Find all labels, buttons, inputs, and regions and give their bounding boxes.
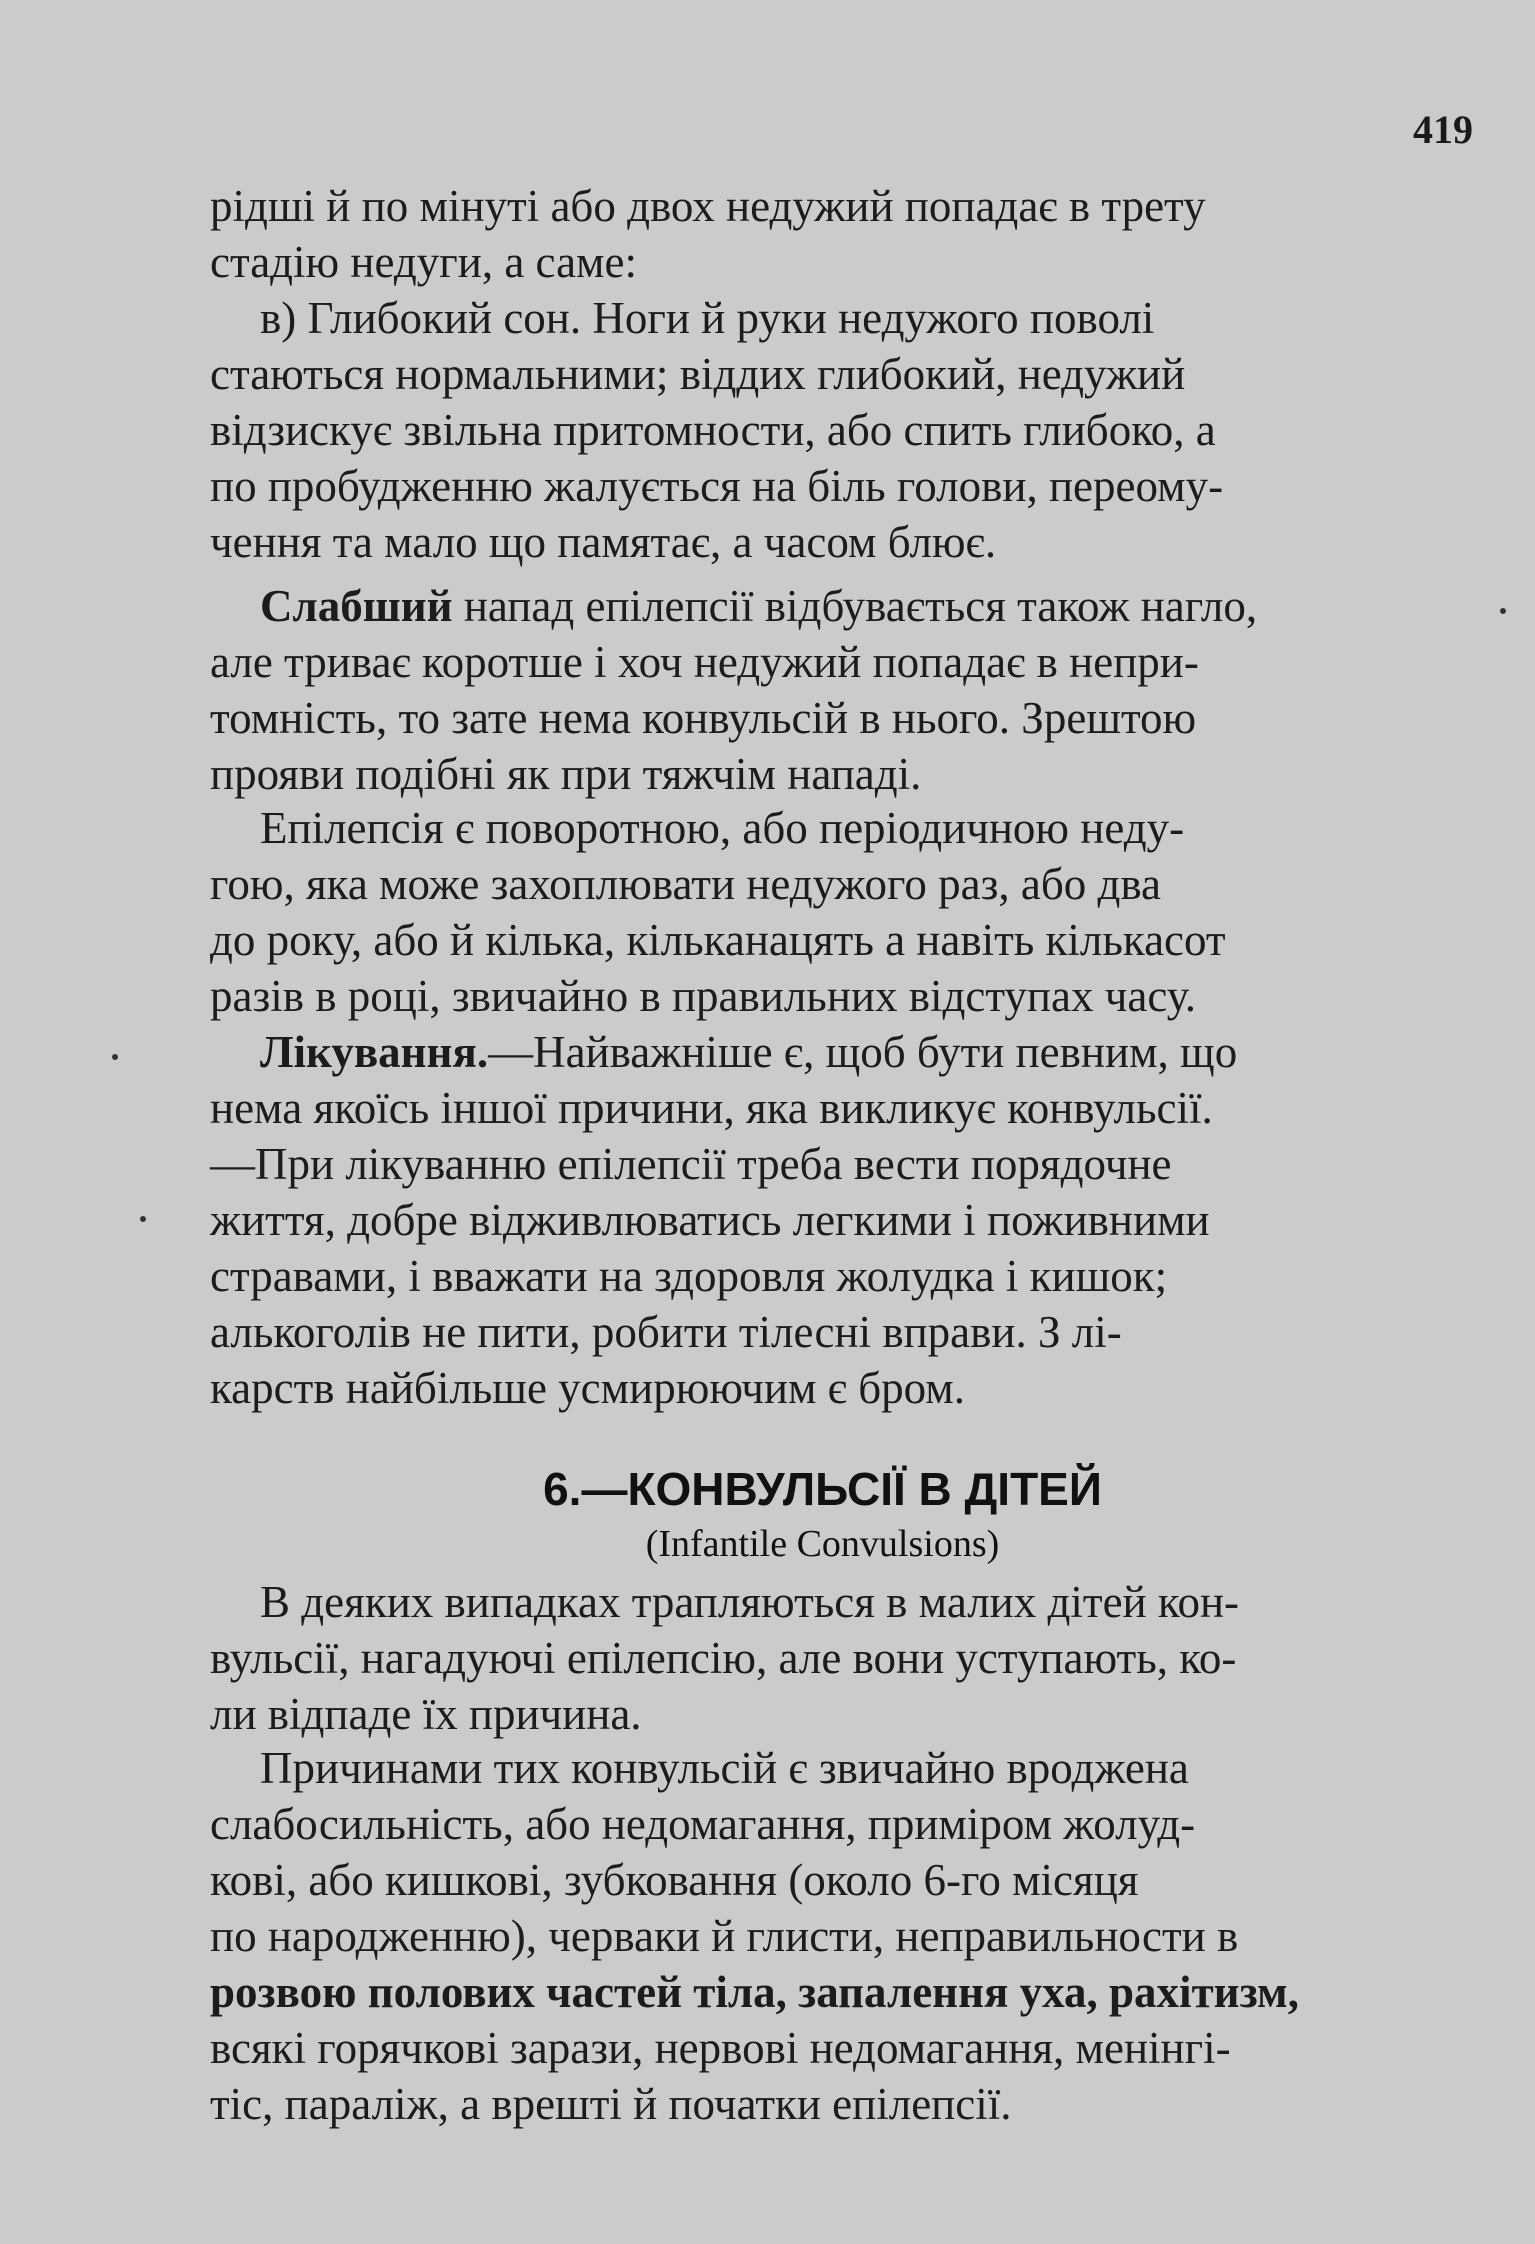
text-line: в) Глибокий сон. Ноги й руки недужого поволі (260, 293, 1155, 343)
bold-lead-term: Слабший (260, 581, 453, 631)
text-line: кові, або кишкові, зубковання (около 6-го місяця (210, 1855, 1139, 1905)
text-line: тіс, параліж, а врешті й початки епілепсії. (210, 2079, 1012, 2129)
scan-speck (1500, 608, 1506, 614)
text-line: стравами, і вважати на здоровля жолудка і кишок; (210, 1251, 1168, 1301)
section-subtitle: (Infantile Convulsions) (645, 1523, 1000, 1565)
text-line: розвою полових частей тіла, запалення уха, рахітизм, (210, 1967, 1299, 2017)
text-fragment: напад епілепсії відбувається також нагло, (452, 581, 1258, 631)
text-line: прояви подібні як при тяжчім нападі. (210, 749, 922, 799)
text-line: разів в році, звичайно в правильних відступах часу. (210, 971, 1196, 1021)
text-line: —При лікуванню епілепсії треба вести порядочне (210, 1139, 1172, 1189)
text-line: до року, або й кілька, кільканацять а навіть кількасот (210, 915, 1226, 965)
text-line (210, 1024, 1470, 1080)
scan-speck (112, 1054, 118, 1060)
text-line: гою, яка може захоплювати недужого раз, або два (210, 859, 1161, 909)
text-line: ли відпаде їх причина. (210, 1689, 642, 1739)
text-line: стаються нормальними; віддих глибокий, недужий (210, 349, 1186, 399)
paragraph-seizure-stage (210, 178, 1470, 570)
paragraph-weaker-attack (210, 578, 1470, 802)
text-line: по пробудженню жалується на біль голови, переому- (210, 461, 1224, 511)
text-line: карств найбільше усмирюючим є бром. (210, 1363, 966, 1413)
text-line: В деяких випадках трапляються в малих дітей кон- (260, 1577, 1240, 1627)
text-line: але триває коротше і хоч недужий попадає в непри- (210, 637, 1199, 687)
text-fragment: —Найважніше є, щоб бути певним, що (488, 1027, 1238, 1077)
text-line (210, 578, 1470, 634)
paragraph-treatment (210, 1024, 1470, 1416)
paragraph-causes (210, 1740, 1470, 2132)
scan-speck (140, 1216, 146, 1222)
page-number: 419 (1413, 107, 1473, 152)
text-line: нема якоїсь іншої причини, яка викликує конвульсії. (210, 1083, 1213, 1133)
text-line: чення та мало що памятає, а часом блює. (210, 517, 997, 567)
text-line: слабосильність, або недомагання, приміром жолуд- (210, 1799, 1196, 1849)
text-line: рідші й по мінуті або двох недужий попадає в трету (210, 181, 1206, 231)
bold-lead-term: Лікування. (260, 1027, 489, 1077)
text-line: стадію недуги, а саме: (210, 237, 637, 287)
text-line: всякі горячкові зарази, нервові недомагання, менінгі- (210, 2023, 1231, 2073)
paragraph-recurrence (210, 800, 1470, 1024)
text-line: Епілепсія є поворотною, або періодичною неду- (260, 803, 1185, 853)
text-line: Причинами тих конвульсій є звичайно вроджена (260, 1743, 1189, 1793)
text-line: життя, добре відживлюватись легкими і поживними (210, 1195, 1210, 1245)
text-line: по народженню), черваки й глисти, неправильности в (210, 1911, 1239, 1961)
section-title: 6.—КОНВУЛЬСІЇ В ДІТЕЙ (543, 1463, 1102, 1515)
text-line: алькоголів не пити, робити тілесні вправи. З лі- (210, 1307, 1122, 1357)
text-line: томність, то зате нема конвульсій в нього. Зрештою (210, 693, 1197, 743)
paragraph-child-convulsions (210, 1574, 1470, 1742)
text-line: відзискує звільна притомности, або спить глибоко, а (210, 405, 1216, 455)
text-line: вульсії, нагадуючі епілепсію, але вони уступають, ко- (210, 1633, 1237, 1683)
